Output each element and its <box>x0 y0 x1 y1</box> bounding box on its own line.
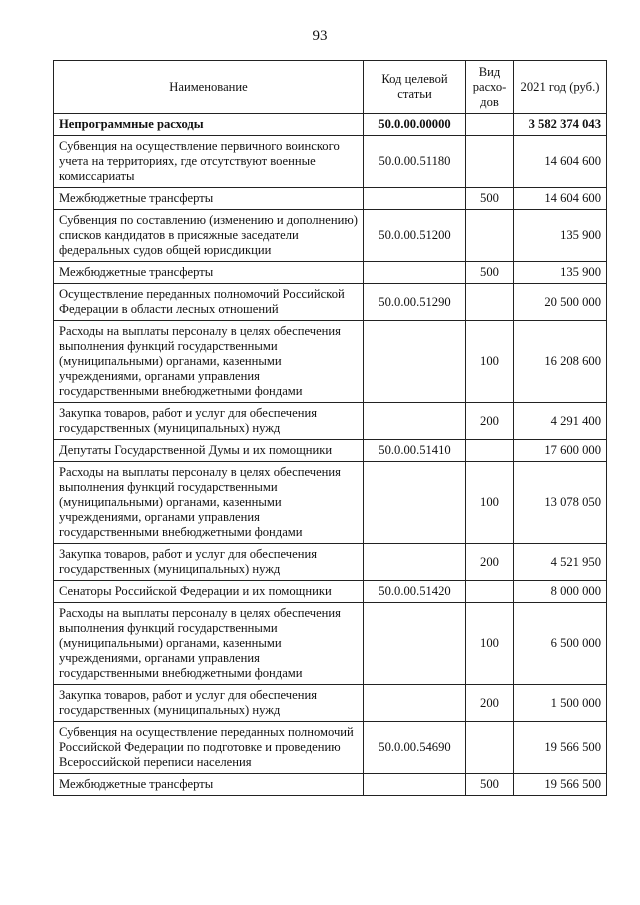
row-sum: 14 604 600 <box>514 136 607 188</box>
row-sum: 13 078 050 <box>514 462 607 544</box>
row-vid: 100 <box>466 321 514 403</box>
row-name: Расходы на выплаты персоналу в целях обеспечения выполнения функций государственными (муниципальными) органами, казенными учреждениями, органами управления государственными внебюджетными фондами <box>54 321 364 403</box>
row-code <box>364 603 466 685</box>
table-row <box>54 462 607 544</box>
row-code <box>364 321 466 403</box>
header-vid: Вид расхо-дов <box>466 61 514 114</box>
header-name: Наименование <box>54 61 364 114</box>
row-name: Расходы на выплаты персоналу в целях обеспечения выполнения функций государственными (муниципальными) органами, казенными учреждениями, органами управления государственными внебюджетными фондами <box>54 603 364 685</box>
row-code <box>364 774 466 796</box>
row-name: Межбюджетные трансферты <box>54 262 364 284</box>
row-sum: 135 900 <box>514 210 607 262</box>
row-sum: 16 208 600 <box>514 321 607 403</box>
row-name: Закупка товаров, работ и услуг для обеспечения государственных (муниципальных) нужд <box>54 544 364 581</box>
row-code: 50.0.00.51420 <box>364 581 466 603</box>
table-row <box>54 403 607 440</box>
row-sum: 20 500 000 <box>514 284 607 321</box>
row-vid: 500 <box>466 188 514 210</box>
table-row <box>54 685 607 722</box>
table-row <box>54 210 607 262</box>
row-vid <box>466 114 514 136</box>
row-code: 50.0.00.51200 <box>364 210 466 262</box>
row-name: Осуществление переданных полномочий Российской Федерации в области лесных отношений <box>54 284 364 321</box>
row-vid <box>466 284 514 321</box>
header-code: Код целевой статьи <box>364 61 466 114</box>
row-sum: 6 500 000 <box>514 603 607 685</box>
table-header-row <box>54 61 607 114</box>
row-code <box>364 262 466 284</box>
row-code: 50.0.00.54690 <box>364 722 466 774</box>
row-code <box>364 462 466 544</box>
row-code: 50.0.00.51290 <box>364 284 466 321</box>
row-name: Субвенция на осуществление переданных полномочий Российской Федерации по подготовке и проведению Всероссийской переписи населения <box>54 722 364 774</box>
row-vid: 200 <box>466 685 514 722</box>
table-row <box>54 321 607 403</box>
budget-table <box>53 60 607 796</box>
row-name: Непрограммные расходы <box>54 114 364 136</box>
row-name: Депутаты Государственной Думы и их помощники <box>54 440 364 462</box>
row-name: Межбюджетные трансферты <box>54 774 364 796</box>
row-name: Субвенция на осуществление первичного воинского учета на территориях, где отсутствуют военные комиссариаты <box>54 136 364 188</box>
table-row <box>54 114 607 136</box>
row-sum: 8 000 000 <box>514 581 607 603</box>
row-code <box>364 544 466 581</box>
row-code: 50.0.00.51180 <box>364 136 466 188</box>
row-sum: 4 521 950 <box>514 544 607 581</box>
row-sum: 135 900 <box>514 262 607 284</box>
row-vid <box>466 210 514 262</box>
table-row <box>54 774 607 796</box>
row-name: Субвенция по составлению (изменению и дополнению) списков кандидатов в присяжные заседатели федеральных судов общей юрисдикции <box>54 210 364 262</box>
row-sum: 19 566 500 <box>514 774 607 796</box>
table-row <box>54 544 607 581</box>
row-name: Закупка товаров, работ и услуг для обеспечения государственных (муниципальных) нужд <box>54 403 364 440</box>
row-vid <box>466 136 514 188</box>
row-code: 50.0.00.00000 <box>364 114 466 136</box>
row-sum: 17 600 000 <box>514 440 607 462</box>
table-row <box>54 722 607 774</box>
row-code: 50.0.00.51410 <box>364 440 466 462</box>
row-vid: 500 <box>466 262 514 284</box>
row-sum: 1 500 000 <box>514 685 607 722</box>
row-code <box>364 403 466 440</box>
row-code <box>364 188 466 210</box>
row-sum: 4 291 400 <box>514 403 607 440</box>
header-sum: 2021 год (руб.) <box>514 61 607 114</box>
row-name: Закупка товаров, работ и услуг для обеспечения государственных (муниципальных) нужд <box>54 685 364 722</box>
table-row <box>54 603 607 685</box>
row-vid <box>466 722 514 774</box>
table-row <box>54 262 607 284</box>
row-vid: 200 <box>466 403 514 440</box>
page-number: 93 <box>312 28 328 44</box>
row-sum: 14 604 600 <box>514 188 607 210</box>
row-sum: 19 566 500 <box>514 722 607 774</box>
table-row <box>54 188 607 210</box>
row-vid: 100 <box>466 462 514 544</box>
row-name: Межбюджетные трансферты <box>54 188 364 210</box>
row-code <box>364 685 466 722</box>
row-vid: 100 <box>466 603 514 685</box>
row-name: Расходы на выплаты персоналу в целях обеспечения выполнения функций государственными (муниципальными) органами, казенными учреждениями, органами управления государственными внебюджетными фондами <box>54 462 364 544</box>
table-row <box>54 284 607 321</box>
row-vid <box>466 581 514 603</box>
table-row <box>54 440 607 462</box>
row-vid <box>466 440 514 462</box>
table-row <box>54 136 607 188</box>
row-name: Сенаторы Российской Федерации и их помощники <box>54 581 364 603</box>
row-vid: 500 <box>466 774 514 796</box>
table-row <box>54 581 607 603</box>
row-vid: 200 <box>466 544 514 581</box>
row-sum: 3 582 374 043 <box>514 114 607 136</box>
